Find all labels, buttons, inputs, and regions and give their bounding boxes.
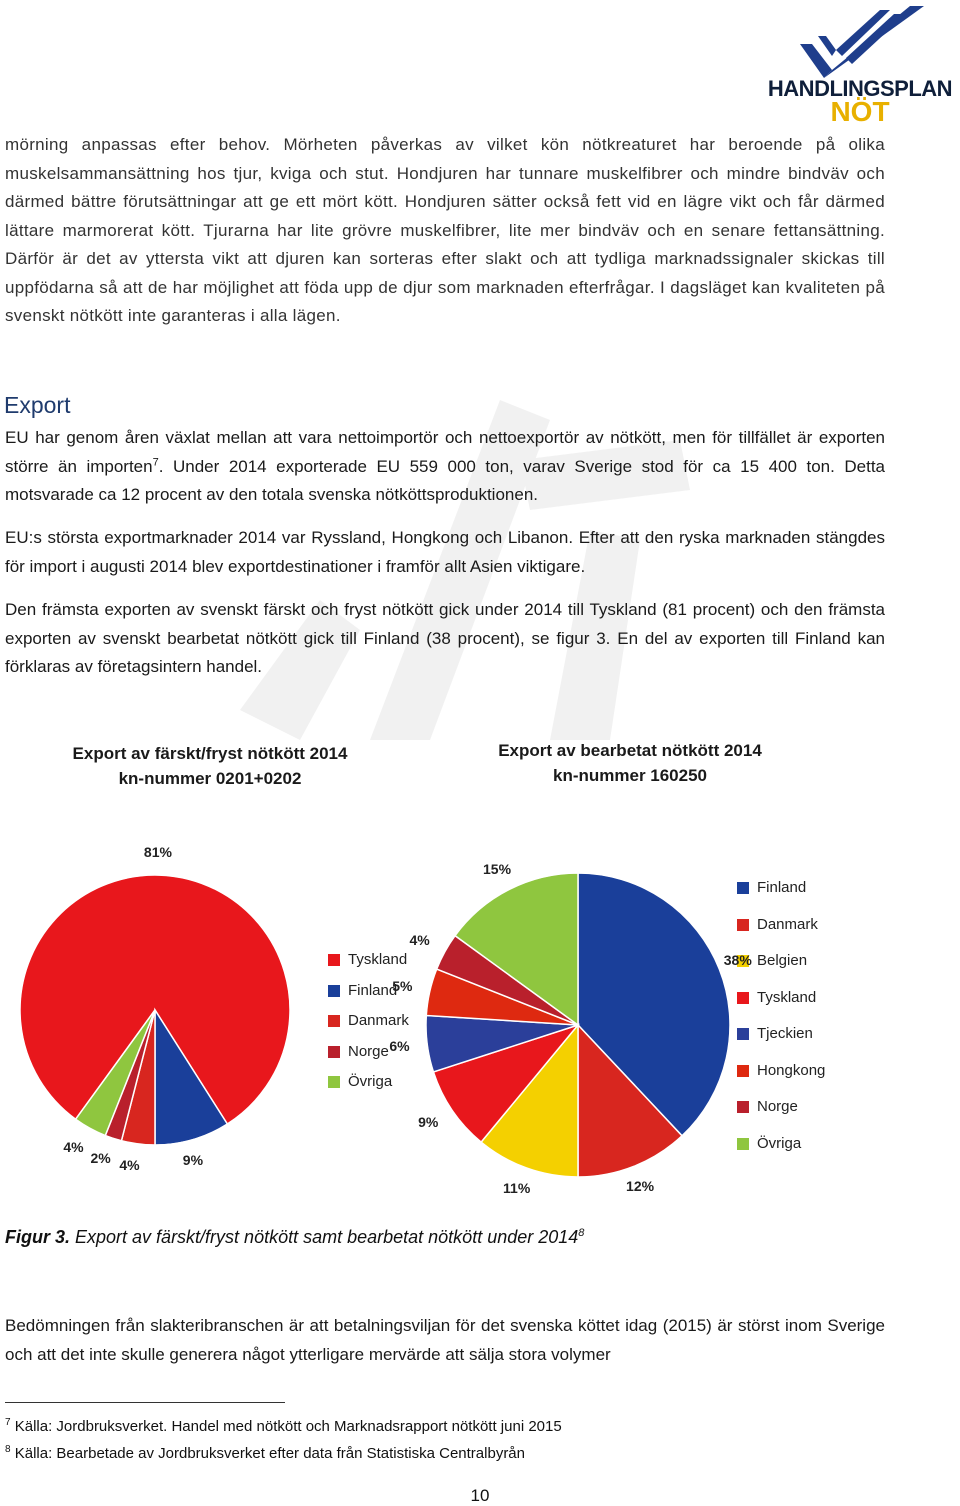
legend-swatch: [737, 882, 749, 894]
data-label-ovriga: 15%: [483, 860, 512, 877]
data-label-belgien: 11%: [503, 1179, 531, 1196]
footnote-divider: [5, 1402, 285, 1403]
legend-label: Norge: [757, 1098, 798, 1115]
data-label-finland: 38%: [723, 951, 752, 968]
legend-swatch: [328, 1046, 340, 1058]
export-paragraph-2: EU:s största exportmarknader 2014 var Ryssland, Hongkong och Libanon. Efter att den ryska marknaden stängdes för import i augusti 2014 blev exportdestinationer i framför allt Asien viktigare.: [5, 528, 885, 576]
legend-swatch: [737, 1028, 749, 1040]
legend-swatch: [737, 1065, 749, 1077]
data-label-tyskland: 9%: [418, 1113, 439, 1130]
checkmark-logo-icon: [760, 4, 960, 79]
legend-swatch: [328, 1076, 340, 1088]
data-label-danmark: 4%: [119, 1156, 140, 1173]
legend-swatch: [737, 992, 749, 1004]
legend-swatch: [328, 985, 340, 997]
legend-swatch: [737, 919, 749, 931]
logo-line2: NÖT: [830, 96, 890, 127]
chart1-subtitle: kn-nummer 0201+0202: [118, 769, 302, 788]
export-p1-text-b: . Under 2014 exporterade EU 559 000 ton, varav Sverige stod för ca 15 400 ton. Detta motsvarade ca 12 procent av den totala svenska nötköttsproduktionen.: [5, 456, 885, 504]
data-label-danmark: 12%: [626, 1177, 655, 1194]
legend-label: Tjeckien: [757, 1025, 813, 1042]
chart2-title: Export av bearbetat nötkött 2014: [498, 741, 762, 760]
export-paragraph-1: [5, 424, 885, 510]
legend-label: Tyskland: [757, 988, 817, 1006]
handlingsplan-not-logo: [760, 4, 960, 126]
legend-swatch: [328, 1015, 340, 1027]
chart1-title-block: [40, 741, 380, 791]
data-label-tjeckien: 6%: [389, 1037, 410, 1054]
data-label-hongkong: 5%: [392, 978, 413, 995]
legend-label: Finland: [757, 879, 807, 896]
export-p1-text-a: EU har genom åren växlat mellan att vara nettoimportör och nettoexportör av nötkött, men för tillfället är exporten större än importen: [5, 428, 885, 476]
legend-label: Belgien: [757, 952, 808, 969]
page-number: 10: [470, 1486, 490, 1505]
section-heading-export: Export: [4, 392, 71, 418]
legend-swatch: [737, 1101, 749, 1113]
closing-paragraph: Bedömningen från slakteribranschen är att betalningsviljan för det svenska köttet idag (2015) är störst inom Sverige och att det inte skulle generera något ytterligare mervärde att sälja stora volymer: [5, 1316, 885, 1364]
export-paragraph-3: Den främsta exporten av svenskt färskt och fryst nötkött gick under 2014 till Tyskland (81 procent) och den främsta exporten av svenskt bearbetat nötkött gick till Finland (38 procent), se figur 3. En del av exporten till Finland kan förklaras av företagsintern handel.: [5, 600, 885, 676]
chart1-pie: [0, 860, 320, 1160]
footnote-7-number: 7: [5, 1417, 11, 1428]
legend-label: Norge: [348, 1042, 389, 1060]
chart1-title: Export av färskt/fryst nötkött 2014: [72, 744, 348, 763]
data-label-norge: 2%: [90, 1150, 111, 1167]
footnote-7: [5, 1418, 562, 1435]
chart2-title-block: [450, 738, 810, 788]
legend-label: Finland: [348, 981, 398, 999]
chart2-pie: [420, 860, 740, 1180]
footnote-ref-7: 7: [152, 455, 159, 468]
figure-caption: [5, 1227, 584, 1248]
footnote-ref-8: 8: [578, 1227, 585, 1239]
figure-caption-label: Figur 3.: [5, 1227, 71, 1247]
data-label-finland: 9%: [182, 1151, 204, 1168]
legend-label: Danmark: [757, 915, 818, 933]
data-label-norge: 4%: [409, 932, 430, 949]
legend-label: Hongkong: [757, 1061, 826, 1079]
intro-paragraph: mörning anpassas efter behov. Mörheten påverkas av vilket kön nötkreaturet har beroende på olika muskelsammansättning hos tjur, kviga och stut. Hondjuren har tunnare muskelfibrer och mindre bindväv och därmed bättre förutsättningar att ge ett mört kött. Hondjuren sätter också fett vid en lägre vikt och får därmed lättare marmorerat kött. Tjurarna har lite grövre muskelfibrer, lite mer bindväv och en senare fettansättning. Därför är det av yttersta vikt att djuren kan sorteras efter slakt och att tydliga marknadssignaler skickas till uppfödarna så att de har möjlighet att föda upp de djur som marknaden efterfrågar. I dagsläget kan kvaliteten på svenskt nötkött inte garanteras i alla lägen.: [5, 135, 885, 325]
chart1-legend: [328, 951, 448, 1101]
chart2-legend: [737, 879, 867, 1159]
legend-swatch: [737, 1138, 749, 1150]
legend-label: Övriga: [757, 1134, 802, 1152]
footnote-8-number: 8: [5, 1444, 11, 1455]
data-label-tyskland: 81%: [143, 844, 172, 861]
legend-label: Tyskland: [348, 951, 408, 968]
footnote-8-text: Källa: Bearbetade av Jordbruksverket efter data från Statistiska Centralbyrån: [10, 1445, 525, 1462]
footnote-7-text: Källa: Jordbruksverket. Handel med nötkött och Marknadsrapport nötkött juni 2015: [10, 1418, 562, 1435]
data-label-ovriga: 4%: [63, 1138, 84, 1155]
legend-swatch: [328, 954, 340, 966]
logo-line1: HANDLINGSPLAN: [767, 76, 953, 101]
legend-label: Övriga: [348, 1073, 393, 1090]
figure-caption-text: Export av färskt/fryst nötkött samt bearbetat nötkött under 2014: [70, 1227, 579, 1247]
footnote-8: [5, 1445, 525, 1462]
legend-label: Danmark: [348, 1012, 409, 1029]
chart2-subtitle: kn-nummer 160250: [552, 766, 708, 785]
